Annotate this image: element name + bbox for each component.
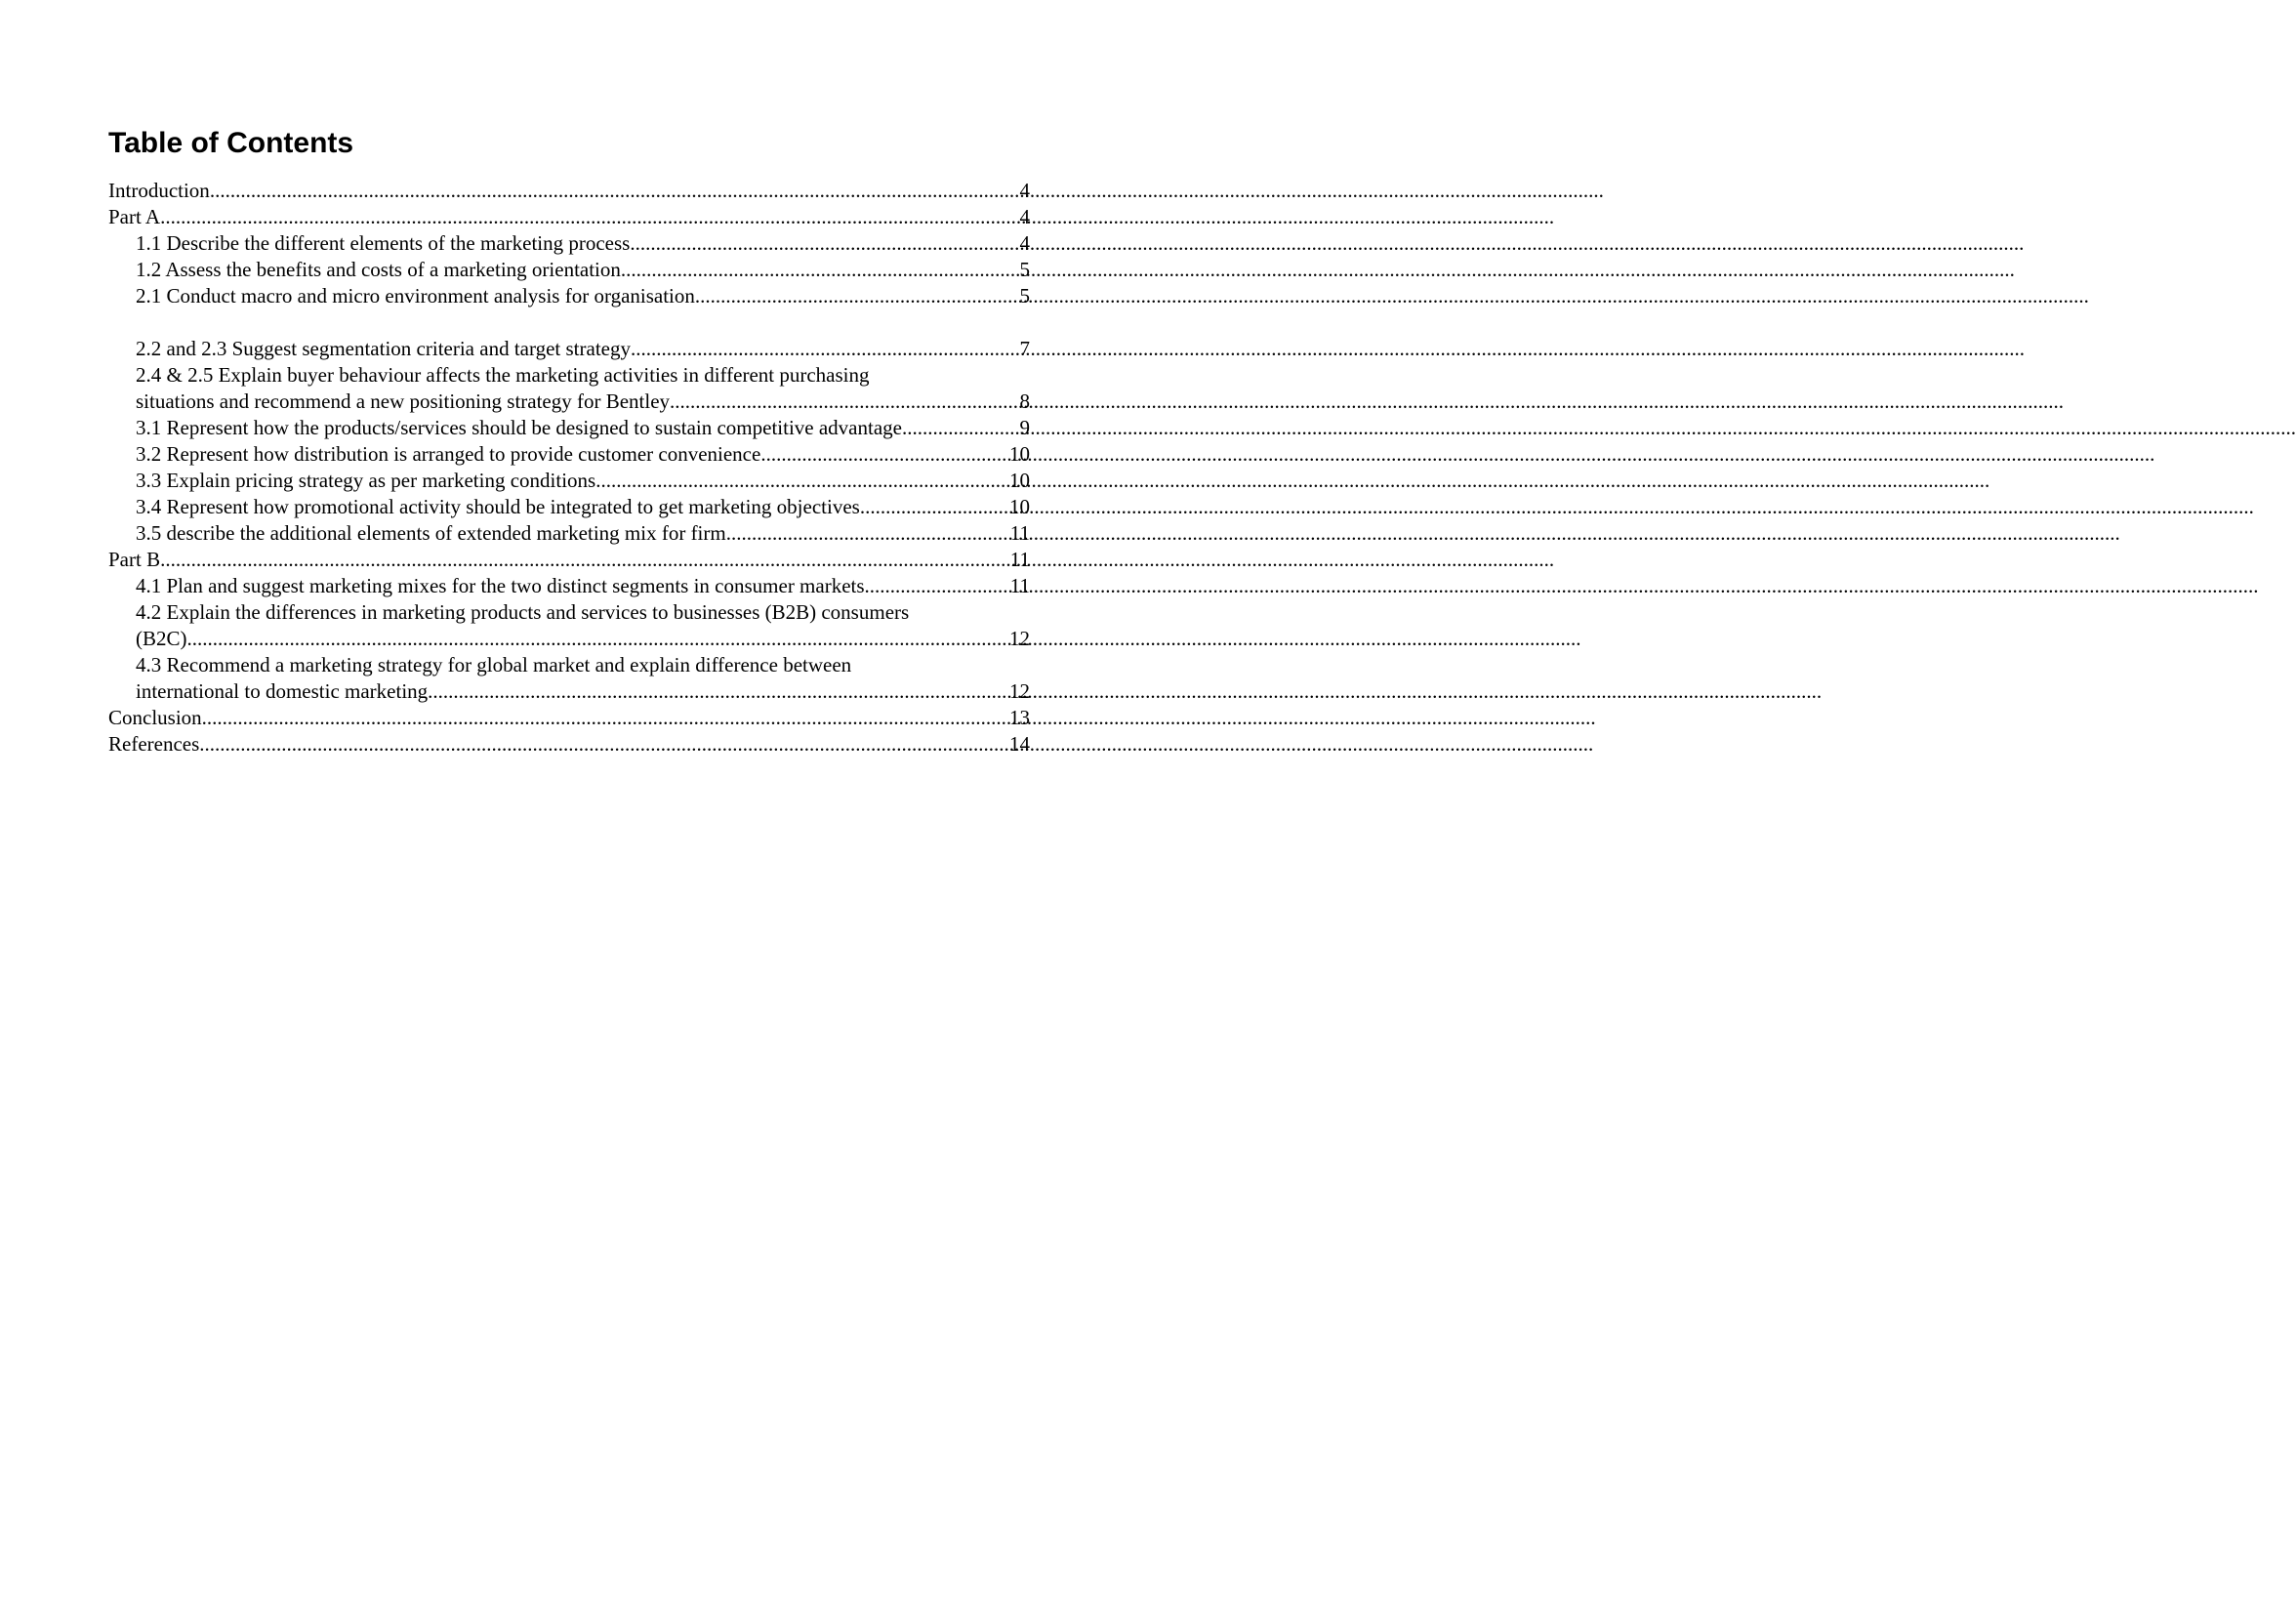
toc-entry-label: 1.2 Assess the benefits and costs of a marketing orientation <box>136 258 621 281</box>
toc-entry-label-line1: 4.3 Recommend a marketing strategy for global market and explain difference between <box>136 653 852 676</box>
table-of-contents <box>108 178 1030 758</box>
dot-leader <box>902 415 1020 441</box>
toc-entry-label: 3.5 describe the additional elements of extended marketing mix for firm <box>136 521 726 545</box>
toc-entry-page: 12 <box>1009 679 1030 703</box>
toc-entry-4-3[interactable] <box>108 652 1030 705</box>
dot-leader <box>695 283 1020 309</box>
dot-leader <box>630 230 1019 257</box>
toc-entry-2-1[interactable] <box>108 283 1030 309</box>
dot-leader <box>621 257 1020 283</box>
toc-entry-page: 5 <box>1019 258 1030 281</box>
toc-entry-references[interactable] <box>108 731 1030 758</box>
dot-leader <box>760 441 1009 468</box>
toc-entry-part-a[interactable] <box>108 204 1030 230</box>
toc-entry-page: 7 <box>1019 337 1030 360</box>
toc-entry-label: 2.2 and 2.3 Suggest segmentation criteria and target strategy <box>136 337 631 360</box>
toc-entry-label: Part B <box>108 548 161 571</box>
toc-entry-page: 9 <box>1019 416 1030 439</box>
toc-entry-1-2[interactable] <box>108 257 1030 283</box>
toc-entry-page: 5 <box>1019 284 1030 308</box>
toc-entry-page: 12 <box>1009 627 1030 650</box>
dot-leader <box>595 468 1009 494</box>
toc-entry-page: 10 <box>1009 442 1030 466</box>
dot-leader <box>187 626 1010 652</box>
dot-leader <box>631 336 1020 362</box>
toc-entry-label-line1: 4.2 Explain the differences in marketing products and services to businesses (B2B) consumers <box>136 600 910 624</box>
toc-entry-label: 3.4 Represent how promotional activity should be integrated to get marketing objectives <box>136 495 860 518</box>
toc-entry-label-line1: 2.4 & 2.5 Explain buyer behaviour affects the marketing activities in different purchasing <box>136 363 870 387</box>
toc-entry-4-1[interactable] <box>108 573 1030 599</box>
toc-entry-label: 2.1 Conduct macro and micro environment analysis for organisation <box>136 284 695 308</box>
toc-entry-3-5[interactable] <box>108 520 1030 547</box>
dot-leader <box>670 389 1019 415</box>
toc-entry-page: 13 <box>1009 706 1030 729</box>
toc-entry-label: international to domestic marketing <box>136 679 429 703</box>
dot-leader <box>160 204 1019 230</box>
toc-entry-page: 14 <box>1009 732 1030 756</box>
dot-leader <box>202 705 1009 731</box>
toc-entry-page: 11 <box>1009 521 1030 545</box>
dot-leader <box>865 573 1010 599</box>
toc-entry-page: 8 <box>1019 390 1030 413</box>
toc-entry-label: References <box>108 732 200 756</box>
dot-leader <box>160 547 1010 573</box>
toc-entry-label: 4.1 Plan and suggest marketing mixes for the two distinct segments in consumer markets <box>136 574 865 597</box>
dot-leader <box>428 678 1009 705</box>
toc-entry-label: Introduction <box>108 179 210 202</box>
toc-entry-conclusion[interactable] <box>108 705 1030 731</box>
toc-entry-label: (B2C) <box>136 627 187 650</box>
toc-entry-page: 10 <box>1009 469 1030 492</box>
toc-entry-3-3[interactable] <box>108 468 1030 494</box>
dot-leader <box>860 494 1009 520</box>
dot-leader <box>210 178 1020 204</box>
toc-entry-1-1[interactable] <box>108 230 1030 257</box>
toc-entry-2-2-2-3[interactable] <box>108 336 1030 362</box>
toc-entry-label: 3.2 Represent how distribution is arranged to provide customer convenience <box>136 442 761 466</box>
toc-entry-page: 4 <box>1019 205 1030 228</box>
toc-entry-part-b[interactable] <box>108 547 1030 573</box>
toc-entry-2-4-2-5[interactable] <box>108 362 1030 415</box>
toc-entry-page: 10 <box>1009 495 1030 518</box>
toc-entry-label: 1.1 Describe the different elements of the marketing process <box>136 231 631 255</box>
toc-entry-page: 4 <box>1019 231 1030 255</box>
dot-leader <box>199 731 1009 758</box>
toc-entry-4-2[interactable] <box>108 599 1030 652</box>
toc-entry-page: 11 <box>1009 548 1030 571</box>
toc-entry-page: 4 <box>1019 179 1030 202</box>
toc-entry-3-4[interactable] <box>108 494 1030 520</box>
toc-entry-label: 3.3 Explain pricing strategy as per marketing conditions <box>136 469 596 492</box>
dot-leader <box>726 520 1010 547</box>
toc-entry-introduction[interactable] <box>108 178 1030 204</box>
toc-entry-label: situations and recommend a new positioning strategy for Bentley <box>136 390 671 413</box>
toc-entry-3-1[interactable] <box>108 415 1030 441</box>
toc-entry-label: 3.1 Represent how the products/services should be designed to sustain competitive advantage <box>136 416 902 439</box>
toc-entry-3-2[interactable] <box>108 441 1030 468</box>
toc-entry-label: Part A <box>108 205 161 228</box>
toc-entry-page: 11 <box>1009 574 1030 597</box>
toc-entry-label: Conclusion <box>108 706 202 729</box>
document-page <box>0 0 1130 1599</box>
page-title: Table of Contents <box>108 127 354 159</box>
